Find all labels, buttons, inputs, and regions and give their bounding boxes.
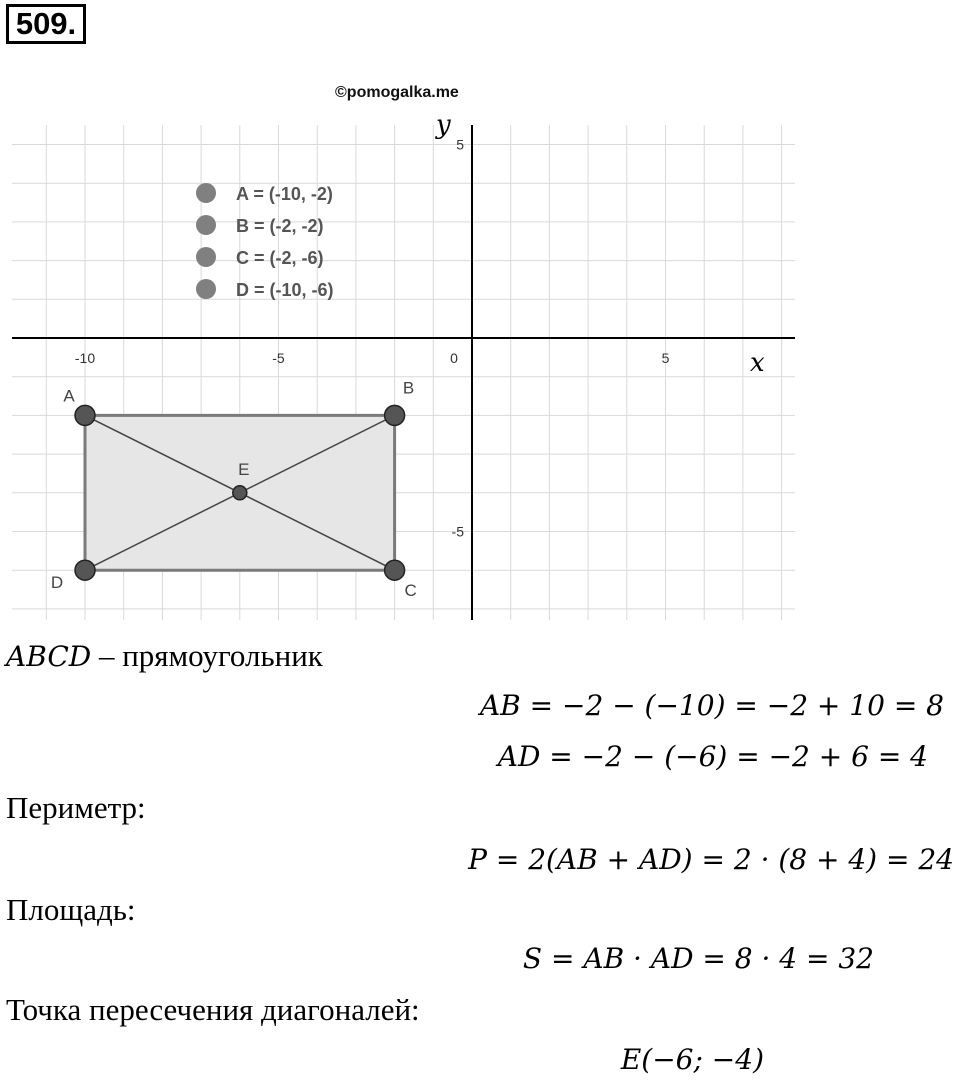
legend-entry: B = (-2, -2) [236,216,324,236]
perimeter-label: Периметр: [6,790,146,825]
point-label-b: B [402,378,415,398]
coordinate-plane [0,105,960,630]
x-axis-label: x [750,348,765,378]
point-label-d: D [50,573,64,593]
legend-marker [196,279,216,299]
y-tick-label: 5 [456,136,464,153]
point-d [75,560,95,580]
intersection-label: Точка пересечения диагоналей: [6,992,420,1027]
legend-entry: D = (-10, -6) [236,280,334,300]
point-e [233,486,247,500]
x-tick-label: 5 [661,350,670,366]
area-equation: S = AB · AD = 8 · 4 = 32 [522,942,874,975]
y-axis-label: y [436,110,451,140]
point-label-a: A [63,386,75,406]
problem-number: 509. [6,4,86,44]
point-label-c: C [404,581,417,601]
ad-equation: AD = −2 − (−6) = −2 + 6 = 4 [497,740,928,773]
legend-entry: A = (-10, -2) [236,184,333,204]
legend-marker [196,247,216,267]
legend-marker [196,215,216,235]
x-tick-label: -10 [74,350,96,366]
ab-equation: AB = −2 − (−10) = −2 + 10 = 8 [479,689,944,722]
point-c [385,560,405,580]
watermark: ©pomogalka.me [335,84,459,101]
point-label-e: E [238,459,250,479]
rectangle-statement-text: – прямоугольник [91,638,323,673]
legend-marker [196,183,216,203]
x-tick-label: -5 [272,350,285,366]
rectangle-statement [6,638,323,675]
point-a [75,405,95,425]
area-label: Площадь: [6,892,136,927]
y-tick-label: -5 [451,523,464,540]
legend-entry: C = (-2, -6) [236,248,324,268]
point-b [385,405,405,425]
rectangle-name: ABCD [6,640,92,673]
x-tick-label: 0 [450,350,458,366]
perimeter-equation: P = 2(AB + AD) = 2 · (8 + 4) = 24 [468,843,954,876]
intersection-point: E(−6; −4) [620,1043,764,1076]
